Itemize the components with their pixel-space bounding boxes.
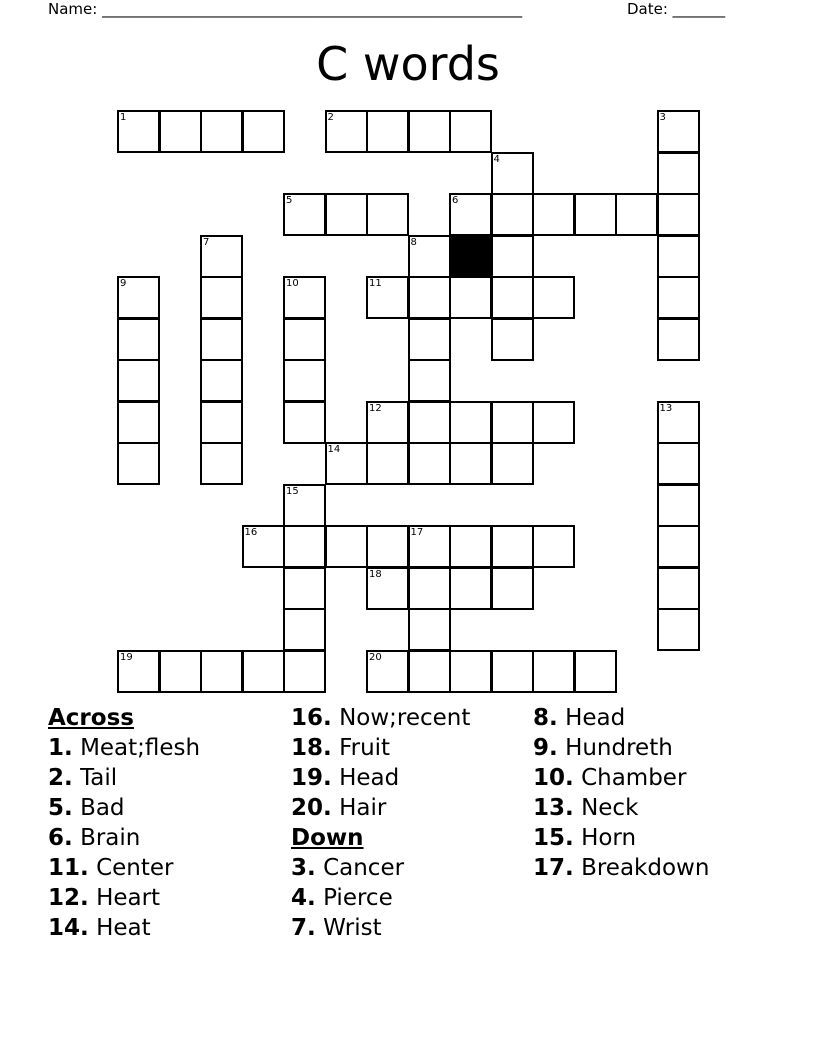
clue-number: 20 bbox=[369, 651, 382, 663]
clue-item bbox=[533, 763, 709, 793]
grid-cell[interactable] bbox=[283, 650, 326, 693]
grid-cell[interactable] bbox=[449, 110, 492, 153]
clue-item-text: Chamber bbox=[581, 765, 687, 791]
grid-cell[interactable] bbox=[491, 525, 534, 568]
clue-number: 15 bbox=[286, 485, 299, 497]
grid-cell[interactable] bbox=[657, 484, 700, 527]
grid-cell[interactable] bbox=[615, 193, 658, 236]
grid-cell[interactable] bbox=[408, 525, 451, 568]
clue-item bbox=[48, 733, 200, 763]
grid-cell[interactable] bbox=[491, 235, 534, 278]
grid-block bbox=[449, 235, 492, 278]
grid-cell[interactable] bbox=[200, 650, 243, 693]
grid-cell[interactable] bbox=[532, 193, 575, 236]
grid-cell[interactable] bbox=[200, 442, 243, 485]
clue-item-number: 10. bbox=[533, 765, 574, 791]
clue-number: 16 bbox=[244, 527, 258, 538]
clue-item bbox=[291, 763, 470, 793]
clue-column-3 bbox=[533, 703, 709, 883]
clue-number: 3 bbox=[659, 112, 666, 123]
clue-item bbox=[291, 793, 470, 823]
grid-cell[interactable] bbox=[491, 650, 534, 693]
grid-cell[interactable] bbox=[117, 650, 160, 693]
clue-item-number: 17. bbox=[533, 855, 574, 881]
clue-item-text: Hundreth bbox=[565, 735, 673, 761]
grid-cell[interactable] bbox=[200, 318, 243, 361]
clue-item bbox=[48, 823, 200, 853]
grid-cell[interactable] bbox=[657, 193, 700, 236]
clue-item bbox=[48, 853, 200, 883]
grid-cell[interactable] bbox=[283, 193, 326, 236]
grid-cell[interactable] bbox=[325, 442, 368, 485]
grid-cell[interactable] bbox=[408, 650, 451, 693]
clue-number: 9 bbox=[120, 278, 127, 289]
grid-cell[interactable] bbox=[366, 525, 409, 568]
clue-item-text: Wrist bbox=[323, 915, 382, 941]
grid-cell[interactable] bbox=[408, 110, 451, 153]
grid-cell[interactable] bbox=[532, 401, 575, 444]
clue-number: 5 bbox=[286, 195, 293, 206]
grid-cell[interactable] bbox=[325, 525, 368, 568]
clue-item-text: Hair bbox=[339, 795, 387, 821]
clue-item-number: 2. bbox=[48, 765, 73, 791]
grid-cell[interactable] bbox=[449, 650, 492, 693]
grid-cell[interactable] bbox=[657, 442, 700, 485]
clue-item bbox=[48, 793, 200, 823]
clue-number: 10 bbox=[286, 278, 299, 289]
clue-item-text: Cancer bbox=[323, 855, 405, 881]
grid-cell[interactable] bbox=[449, 525, 492, 568]
clue-section-heading: Down bbox=[291, 825, 364, 851]
clue-item-number: 1. bbox=[48, 735, 73, 761]
clue-item bbox=[291, 853, 470, 883]
grid-cell[interactable] bbox=[117, 276, 160, 319]
grid-cell[interactable] bbox=[408, 401, 451, 444]
grid-cell[interactable] bbox=[408, 608, 451, 651]
grid-cell[interactable] bbox=[283, 276, 326, 319]
grid-cell[interactable] bbox=[242, 650, 285, 693]
grid-cell[interactable] bbox=[657, 525, 700, 568]
grid-cell[interactable] bbox=[117, 401, 160, 444]
clue-number: 1 bbox=[120, 112, 127, 123]
clue-item-number: 4. bbox=[291, 885, 316, 911]
clue-item-text: Brain bbox=[80, 825, 141, 851]
clue-item-text: Neck bbox=[581, 795, 639, 821]
clue-item bbox=[533, 703, 709, 733]
grid-cell[interactable] bbox=[449, 276, 492, 319]
grid-cell[interactable] bbox=[200, 359, 243, 402]
clue-item-text: Heat bbox=[96, 915, 151, 941]
clue-item-text: Now;recent bbox=[339, 705, 471, 731]
clue-column-1 bbox=[48, 703, 200, 943]
clue-number: 7 bbox=[203, 236, 210, 248]
clue-number: 13 bbox=[659, 402, 673, 414]
grid-cell[interactable] bbox=[117, 442, 160, 485]
grid-cell[interactable] bbox=[366, 276, 409, 319]
name-field-label: Name: ________________________________________________________ bbox=[48, 0, 523, 18]
clue-number: 2 bbox=[327, 112, 334, 123]
grid-cell[interactable] bbox=[366, 193, 409, 236]
clue-item-number: 13. bbox=[533, 795, 574, 821]
clue-item-number: 19. bbox=[291, 765, 332, 791]
grid-cell[interactable] bbox=[117, 318, 160, 361]
grid-cell[interactable] bbox=[657, 567, 700, 610]
grid-cell[interactable] bbox=[283, 525, 326, 568]
grid-cell[interactable] bbox=[325, 110, 368, 153]
clue-item-number: 18. bbox=[291, 735, 332, 761]
grid-cell[interactable] bbox=[283, 608, 326, 651]
grid-cell[interactable] bbox=[491, 318, 534, 361]
grid-cell[interactable] bbox=[449, 442, 492, 485]
clue-item bbox=[291, 733, 470, 763]
grid-cell[interactable] bbox=[532, 650, 575, 693]
clue-item-number: 20. bbox=[291, 795, 332, 821]
clue-item-number: 6. bbox=[48, 825, 73, 851]
clue-item-text: Head bbox=[565, 705, 626, 731]
clue-item bbox=[533, 733, 709, 763]
grid-cell[interactable] bbox=[449, 401, 492, 444]
grid-cell[interactable] bbox=[283, 567, 326, 610]
clue-number: 14 bbox=[327, 444, 341, 455]
clue-item-number: 12. bbox=[48, 885, 89, 911]
grid-cell[interactable] bbox=[532, 525, 575, 568]
clue-item-text: Pierce bbox=[323, 885, 393, 911]
clue-number: 6 bbox=[452, 195, 459, 206]
grid-cell[interactable] bbox=[657, 110, 700, 153]
grid-cell[interactable] bbox=[408, 318, 451, 361]
clue-section-heading: Across bbox=[48, 705, 134, 731]
grid-cell[interactable] bbox=[283, 401, 326, 444]
grid-cell[interactable] bbox=[408, 235, 451, 278]
clue-item-text: Tail bbox=[80, 765, 118, 791]
grid-cell[interactable] bbox=[408, 359, 451, 402]
grid-cell[interactable] bbox=[449, 567, 492, 610]
grid-cell[interactable] bbox=[574, 650, 617, 693]
grid-cell[interactable] bbox=[449, 193, 492, 236]
clue-item-number: 15. bbox=[533, 825, 574, 851]
clue-item-number: 5. bbox=[48, 795, 73, 821]
grid-cell[interactable] bbox=[283, 318, 326, 361]
grid-cell[interactable] bbox=[283, 359, 326, 402]
grid-cell[interactable] bbox=[657, 235, 700, 278]
grid-cell[interactable] bbox=[657, 401, 700, 444]
grid-cell[interactable] bbox=[491, 401, 534, 444]
clue-item bbox=[533, 823, 709, 853]
grid-cell[interactable] bbox=[366, 442, 409, 485]
date-field-label: Date: _______ bbox=[627, 0, 726, 18]
puzzle-title: C words bbox=[316, 37, 500, 91]
grid-cell[interactable] bbox=[657, 608, 700, 651]
grid-cell[interactable] bbox=[366, 401, 409, 444]
clue-item-text: Heart bbox=[96, 885, 161, 911]
clue-column-2 bbox=[291, 703, 470, 943]
clue-item-text: Horn bbox=[581, 825, 637, 851]
clue-item-number: 11. bbox=[48, 855, 89, 881]
grid-cell[interactable] bbox=[200, 276, 243, 319]
grid-cell[interactable] bbox=[491, 276, 534, 319]
clue-item-number: 9. bbox=[533, 735, 558, 761]
clue-item-number: 8. bbox=[533, 705, 558, 731]
clue-number: 8 bbox=[410, 236, 417, 248]
grid-cell[interactable] bbox=[159, 650, 202, 693]
grid-cell[interactable] bbox=[408, 567, 451, 610]
clue-item bbox=[48, 883, 200, 913]
clue-number: 18 bbox=[369, 568, 382, 580]
clue-item bbox=[533, 793, 709, 823]
grid-cell[interactable] bbox=[117, 359, 160, 402]
clue-number: 12 bbox=[369, 402, 382, 414]
clue-item-number: 14. bbox=[48, 915, 89, 941]
grid-cell[interactable] bbox=[491, 442, 534, 485]
grid-cell[interactable] bbox=[242, 110, 285, 153]
clue-number: 17 bbox=[410, 527, 424, 538]
grid-cell[interactable] bbox=[159, 110, 202, 153]
grid-cell[interactable] bbox=[366, 650, 409, 693]
grid-cell[interactable] bbox=[117, 110, 160, 153]
clue-item-number: 7. bbox=[291, 915, 316, 941]
clue-number: 4 bbox=[493, 153, 500, 165]
clue-number: 19 bbox=[120, 651, 133, 663]
grid-cell[interactable] bbox=[491, 567, 534, 610]
grid-cell[interactable] bbox=[532, 276, 575, 319]
grid-cell[interactable] bbox=[325, 193, 368, 236]
grid-cell[interactable] bbox=[657, 318, 700, 361]
grid-cell[interactable] bbox=[200, 401, 243, 444]
grid-cell[interactable] bbox=[283, 484, 326, 527]
grid-cell[interactable] bbox=[574, 193, 617, 236]
grid-cell[interactable] bbox=[242, 525, 285, 568]
clue-item-number: 16. bbox=[291, 705, 332, 731]
clue-item-text: Center bbox=[96, 855, 174, 881]
grid-cell[interactable] bbox=[491, 193, 534, 236]
clue-item bbox=[533, 853, 709, 883]
clue-item bbox=[48, 913, 200, 943]
grid-cell[interactable] bbox=[657, 276, 700, 319]
grid-cell[interactable] bbox=[366, 567, 409, 610]
grid-cell[interactable] bbox=[408, 442, 451, 485]
clue-number: 11 bbox=[369, 278, 382, 289]
clue-item-text: Meat;flesh bbox=[80, 735, 201, 761]
grid-cell[interactable] bbox=[366, 110, 409, 153]
grid-cell[interactable] bbox=[657, 152, 700, 195]
grid-cell[interactable] bbox=[491, 152, 534, 195]
clue-item-text: Breakdown bbox=[581, 855, 710, 881]
clue-item-text: Head bbox=[339, 765, 400, 791]
clue-item-text: Bad bbox=[80, 795, 125, 821]
clue-item bbox=[291, 703, 470, 733]
clue-item bbox=[291, 883, 470, 913]
clue-item-number: 3. bbox=[291, 855, 316, 881]
clue-item-text: Fruit bbox=[339, 735, 391, 761]
grid-cell[interactable] bbox=[200, 235, 243, 278]
clue-item bbox=[291, 913, 470, 943]
grid-cell[interactable] bbox=[200, 110, 243, 153]
grid-cell[interactable] bbox=[408, 276, 451, 319]
clue-item bbox=[48, 763, 200, 793]
